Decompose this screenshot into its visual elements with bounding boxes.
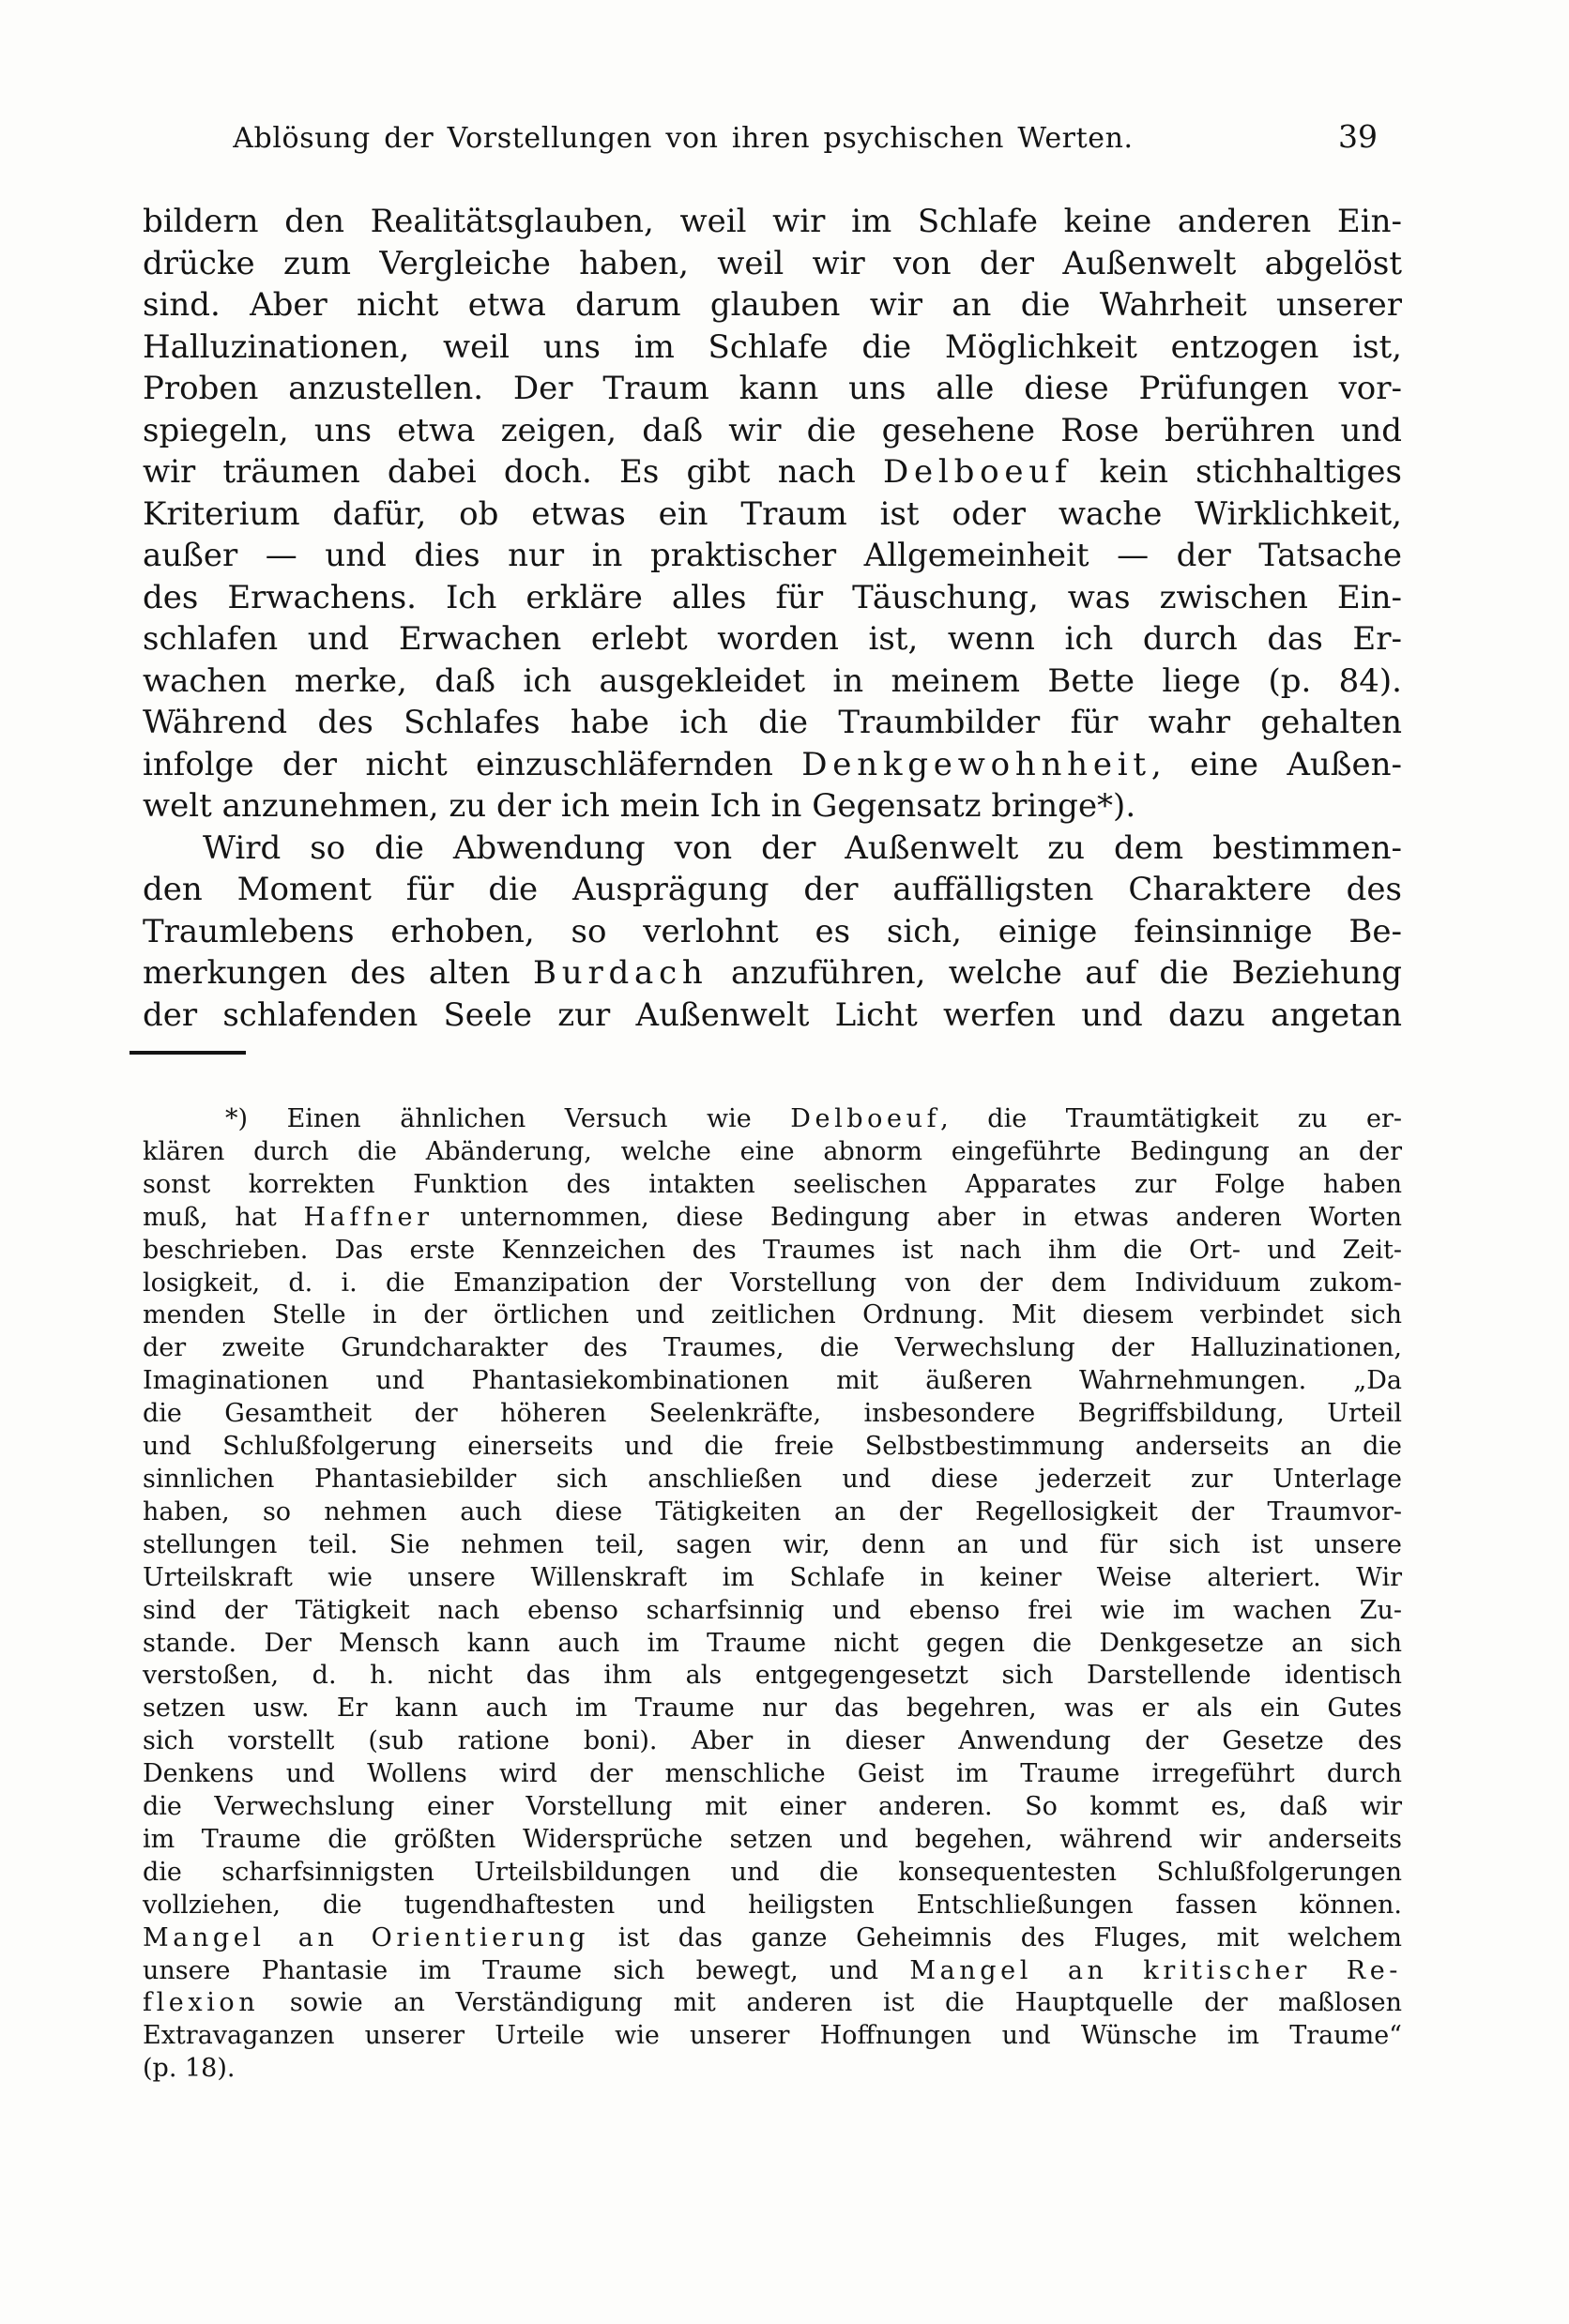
letterspaced-emphasis: Denkgewohnheit — [801, 745, 1151, 783]
body-text-line: welt anzunehmen, zu der ich mein Ich in Gegensatz bringe*). — [143, 787, 1136, 825]
footnote-text-line: die Gesamtheit der höheren Seelenkräfte, insbesondere Begriffsbildung, Urteil — [143, 1399, 1402, 1429]
footnote-text-line: haben, so nehmen auch diese Tätigkeiten an der Regellosigkeit der Traumvor- — [143, 1496, 1402, 1527]
footnote-text-line: Denkens und Wollens wird der menschliche Geist im Traume irregeführt durch — [143, 1759, 1402, 1789]
letterspaced-emphasis: flexion — [143, 1988, 260, 2018]
page-number: 39 — [1338, 118, 1378, 155]
footnote-text-line: sonst korrekten Funktion des intakten seelischen Apparates zur Folge haben — [143, 1169, 1402, 1199]
body-text-line: infolge der nicht einzuschläfernden Denkgewohnheit, eine Außen- — [143, 745, 1403, 783]
footnote-text-line: losigkeit, d. i. die Emanzipation der Vorstellung von der dem Individuum zukom- — [143, 1268, 1402, 1298]
footnote-text-line: unsere Phantasie im Traume sich bewegt, und Mangel an kritischer Re- — [143, 1955, 1403, 1985]
body-text-line: außer — und dies nur in praktischer Allgemeinheit — der Tatsache — [143, 537, 1402, 574]
page-header — [143, 120, 1402, 161]
footnote-text-line: sind der Tätigkeit nach ebenso scharfsinnig und ebenso frei wie im wachen Zu- — [143, 1595, 1402, 1625]
body-text-line: Wird so die Abwendung von der Außenwelt zu dem bestimmen- — [203, 828, 1402, 867]
footnote-text-line: Extravaganzen unserer Urteile wie unserer Hoffnungen und Wünsche im Traume“ — [143, 2021, 1402, 2051]
body-text-line: den Moment für die Ausprägung der auffälligsten Charaktere des — [143, 871, 1402, 908]
footnote-text — [143, 1103, 1402, 2086]
body-text-line: Halluzinationen, weil uns im Schlafe die Möglichkeit entzogen ist, — [143, 327, 1402, 366]
footnote-text-line: setzen usw. Er kann auch im Traume nur das begehren, was er als ein Gutes — [143, 1694, 1402, 1724]
running-head: Ablösung der Vorstellungen von ihren psychischen Werten. — [233, 122, 1134, 155]
footnote-text-line: menden Stelle in der örtlichen und zeitlichen Ordnung. Mit diesem verbindet sich — [143, 1300, 1402, 1330]
footnote-text-line: (p. 18). — [143, 2054, 236, 2084]
footnote-text-line: Mangel an Orientierung ist das ganze Geheimnis des Fluges, mit welchem — [143, 1922, 1402, 1952]
body-text-line: sind. Aber nicht etwa darum glauben wir an die Wahrheit unserer — [143, 286, 1402, 324]
body-text-line: bildern den Realitätsglauben, weil wir im Schlafe keine anderen Ein- — [143, 203, 1402, 240]
main-text — [143, 201, 1402, 1036]
body-text-line: wachen merke, daß ich ausgekleidet in meinem Bette liege (p. 84). — [143, 661, 1402, 700]
footnote-text-line: *) Einen ähnlichen Versuch wie Delboeuf, die Traumtätigkeit zu er- — [225, 1104, 1402, 1133]
footnote-text-line: stande. Der Mensch kann auch im Traume nicht gegen die Denkgesetze an sich — [143, 1628, 1402, 1658]
body-text-line: Kriterium dafür, ob etwas ein Traum ist oder wache Wirklichkeit, — [143, 494, 1402, 533]
letterspaced-emphasis: Burdach — [533, 954, 708, 992]
body-text-line: Proben anzustellen. Der Traum kann uns alle diese Prüfungen vor- — [143, 370, 1402, 407]
letterspaced-emphasis: Haffner — [303, 1202, 434, 1232]
footnote-text-line: Imaginationen und Phantasiekombinationen mit äußeren Wahrnehmungen. „Da — [143, 1366, 1402, 1396]
footnote-text-line: beschrieben. Das erste Kennzeichen des Traumes ist nach ihm die Ort- und Zeit- — [143, 1235, 1402, 1265]
body-text-line: drücke zum Vergleiche haben, weil wir von der Außenwelt abgelöst — [143, 244, 1402, 282]
footnote-text-line: Urteilskraft wie unsere Willenskraft im Schlafe in keiner Weise alteriert. Wir — [143, 1562, 1402, 1592]
footnote-text-line: flexion sowie an Verständigung mit anderen ist die Hauptquelle der maßlosen — [143, 1988, 1402, 2018]
footnote-text-line: im Traume die größten Widersprüche setzen und begehen, während wir anderseits — [143, 1824, 1402, 1854]
footnote-text-line: die Verwechslung einer Vorstellung mit einer anderen. So kommt es, daß wir — [143, 1792, 1402, 1822]
footnote-text-line: klären durch die Abänderung, welche eine abnorm eingeführte Bedingung an der — [143, 1136, 1402, 1166]
footnote-text-line: die scharfsinnigsten Urteilsbildungen und die konsequentesten Schlußfolgerungen — [143, 1857, 1402, 1887]
footnote-text-line: muß, hat Haffner unternommen, diese Bedingung aber in etwas anderen Worten — [143, 1202, 1402, 1232]
letterspaced-emphasis: Delboeuf — [882, 453, 1073, 491]
letterspaced-emphasis: Delboeuf — [790, 1104, 941, 1133]
body-text-line: spiegeln, uns etwa zeigen, daß wir die gesehene Rose berühren und — [143, 411, 1402, 449]
footnote-text-line: stellungen teil. Sie nehmen teil, sagen wir, denn an und für sich ist unsere — [143, 1529, 1402, 1559]
footnote-text-line: und Schlußfolgerung einerseits und die freie Selbstbestimmung anderseits an die — [143, 1432, 1402, 1462]
body-text-line: wir träumen dabei doch. Es gibt nach Delboeuf kein stichhaltiges — [143, 453, 1402, 491]
body-text-line: schlafen und Erwachen erlebt worden ist, wenn ich durch das Er- — [143, 620, 1402, 658]
letterspaced-emphasis: Mangel an Orientierung — [143, 1922, 590, 1952]
footnote-text-line: sinnlichen Phantasiebilder sich anschließen und diese jederzeit zur Unterlage — [143, 1464, 1402, 1494]
body-text-line: der schlafenden Seele zur Außenwelt Licht werfen und dazu angetan — [143, 995, 1402, 1034]
body-text-line: des Erwachens. Ich erkläre alles für Täuschung, was zwischen Ein- — [143, 578, 1402, 616]
footnote-text-line: verstoßen, d. h. nicht das ihm als entgegengesetzt sich Darstellende identisch — [143, 1661, 1402, 1691]
footnote-text-line: sich vorstellt (sub ratione boni). Aber in dieser Anwendung der Gesetze des — [143, 1726, 1402, 1756]
footnote-separator — [129, 1051, 246, 1055]
body-text-line: Traumlebens erhoben, so verlohnt es sich, einige feinsinnige Be- — [143, 912, 1402, 950]
body-text-line: Während des Schlafes habe ich die Traumbilder für wahr gehalten — [143, 704, 1402, 741]
footnote-text-line: der zweite Grundcharakter des Traumes, die Verwechslung der Halluzinationen, — [143, 1333, 1402, 1363]
letterspaced-emphasis: Mangel an kritischer Re- — [909, 1955, 1403, 1985]
body-text-line: merkungen des alten Burdach anzuführen, welche auf die Beziehung — [143, 954, 1402, 992]
footnote-text-line: vollziehen, die tugendhaftesten und heiligsten Entschließungen fassen können. — [143, 1890, 1402, 1920]
